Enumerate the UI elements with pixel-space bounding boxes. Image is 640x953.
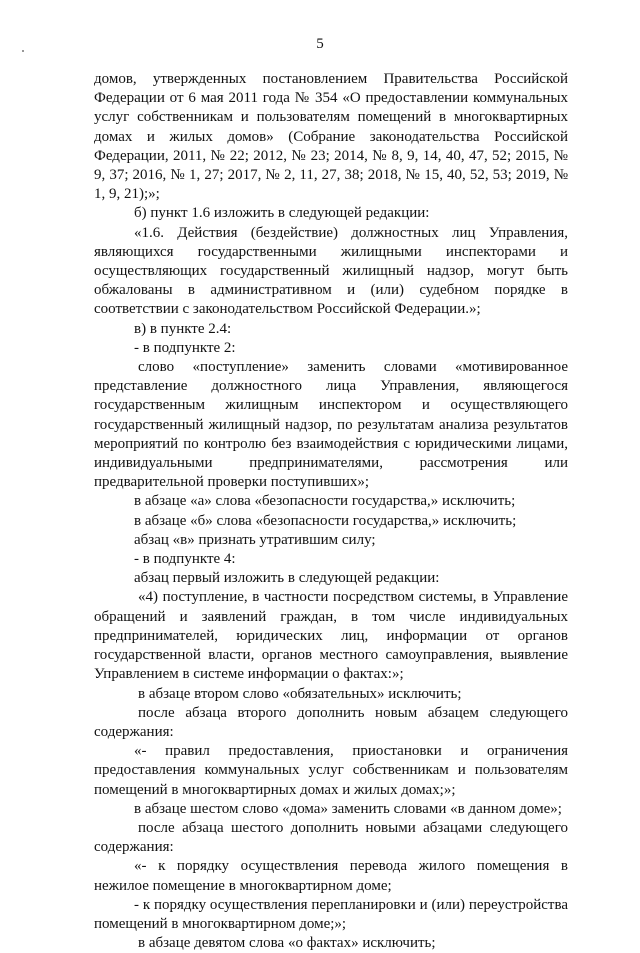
paragraph-10: - в подпункте 4: — [134, 551, 236, 568]
paragraph-14: после абзаца второго дополнить новым абзацем следующего содержания: — [94, 704, 568, 740]
paragraph-1: домов, утвержденных постановлением Правительства Российской Федерации от 6 мая 2011 года № 354 «О предоставлении коммунальных услуг собственникам и пользователям помещений в многоквартирных домах и жилых домов» (Собрание законодательства Российской Федерации, 2011, № 22; 2012, № 23; 2014, № 8, 9, 14, 40, 47, 52; 2015, № 9, 37; 2016, № 1, 27; 2017, № 2, 11, 27, 38; 2018, № 15, 40, 52, 53; 2019, № 1, 9, 21);»; — [94, 71, 568, 203]
paragraph-7: в абзаце «а» слова «безопасности государства,» исключить; — [134, 493, 516, 510]
paragraph-4: в) в пункте 2.4: — [134, 320, 232, 337]
paragraph-15: «- правил предоставления, приостановки и ограничения предоставления коммунальных услуг собственникам и пользователям помещений в многоквартирных домах и жилых домах;»; — [94, 743, 568, 798]
paragraph-13: в абзаце втором слово «обязательных» исключить; — [138, 685, 462, 702]
document-body — [94, 70, 568, 953]
page-number: 5 — [316, 36, 324, 52]
paragraph-19: - к порядку осуществления перепланировки и (или) переустройства помещений в многоквартирном доме;»; — [94, 896, 568, 932]
paragraph-8: в абзаце «б» слова «безопасности государства,» исключить; — [134, 512, 517, 529]
paragraph-18: «- к порядку осуществления перевода жилого помещения в нежилое помещение в многоквартирном доме; — [94, 858, 568, 894]
paragraph-12: «4) поступление, в частности посредством системы, в Управление обращений и заявлений граждан, в том числе индивидуальных предпринимателей, юридических лиц, информации от органов государственной власти, органов местного самоуправления, выявление Управлением в системе информации о фактах:»; — [94, 589, 568, 683]
paragraph-9: абзац «в» признать утратившим силу; — [134, 531, 376, 548]
paragraph-11: абзац первый изложить в следующей редакции: — [134, 570, 440, 587]
paragraph-17: после абзаца шестого дополнить новыми абзацами следующего содержания: — [94, 819, 568, 856]
paragraph-16: в абзаце шестом слово «дома» заменить словами «в данном доме»; — [134, 800, 562, 817]
paragraph-5: - в подпункте 2: — [134, 339, 236, 356]
paragraph-3: «1.6. Действия (бездействие) должностных лиц Управления, являющихся государственными жилищными инспекторами и осуществляющих государственный жилищный надзор, могут быть обжалованы в административном и (или) судебном порядке в соответствии с законодательством Российской Федерации.»; — [94, 224, 568, 318]
paragraph-6: слово «поступление» заменить словами «мотивированное представление должностного лица Управления, являющегося государственным жилищным инспектором и осуществляющего государственный жилищный надзор, по результатам анализа результатов мероприятий по контролю без взаимодействия с юридическими лицами, индивидуальными предпринимателями, рассмотрения или предварительной проверки поступивших»; — [94, 359, 568, 491]
paragraph-2: б) пункт 1.6 изложить в следующей редакции: — [134, 205, 430, 222]
paragraph-20: в абзаце девятом слова «о фактах» исключить; — [138, 935, 436, 952]
